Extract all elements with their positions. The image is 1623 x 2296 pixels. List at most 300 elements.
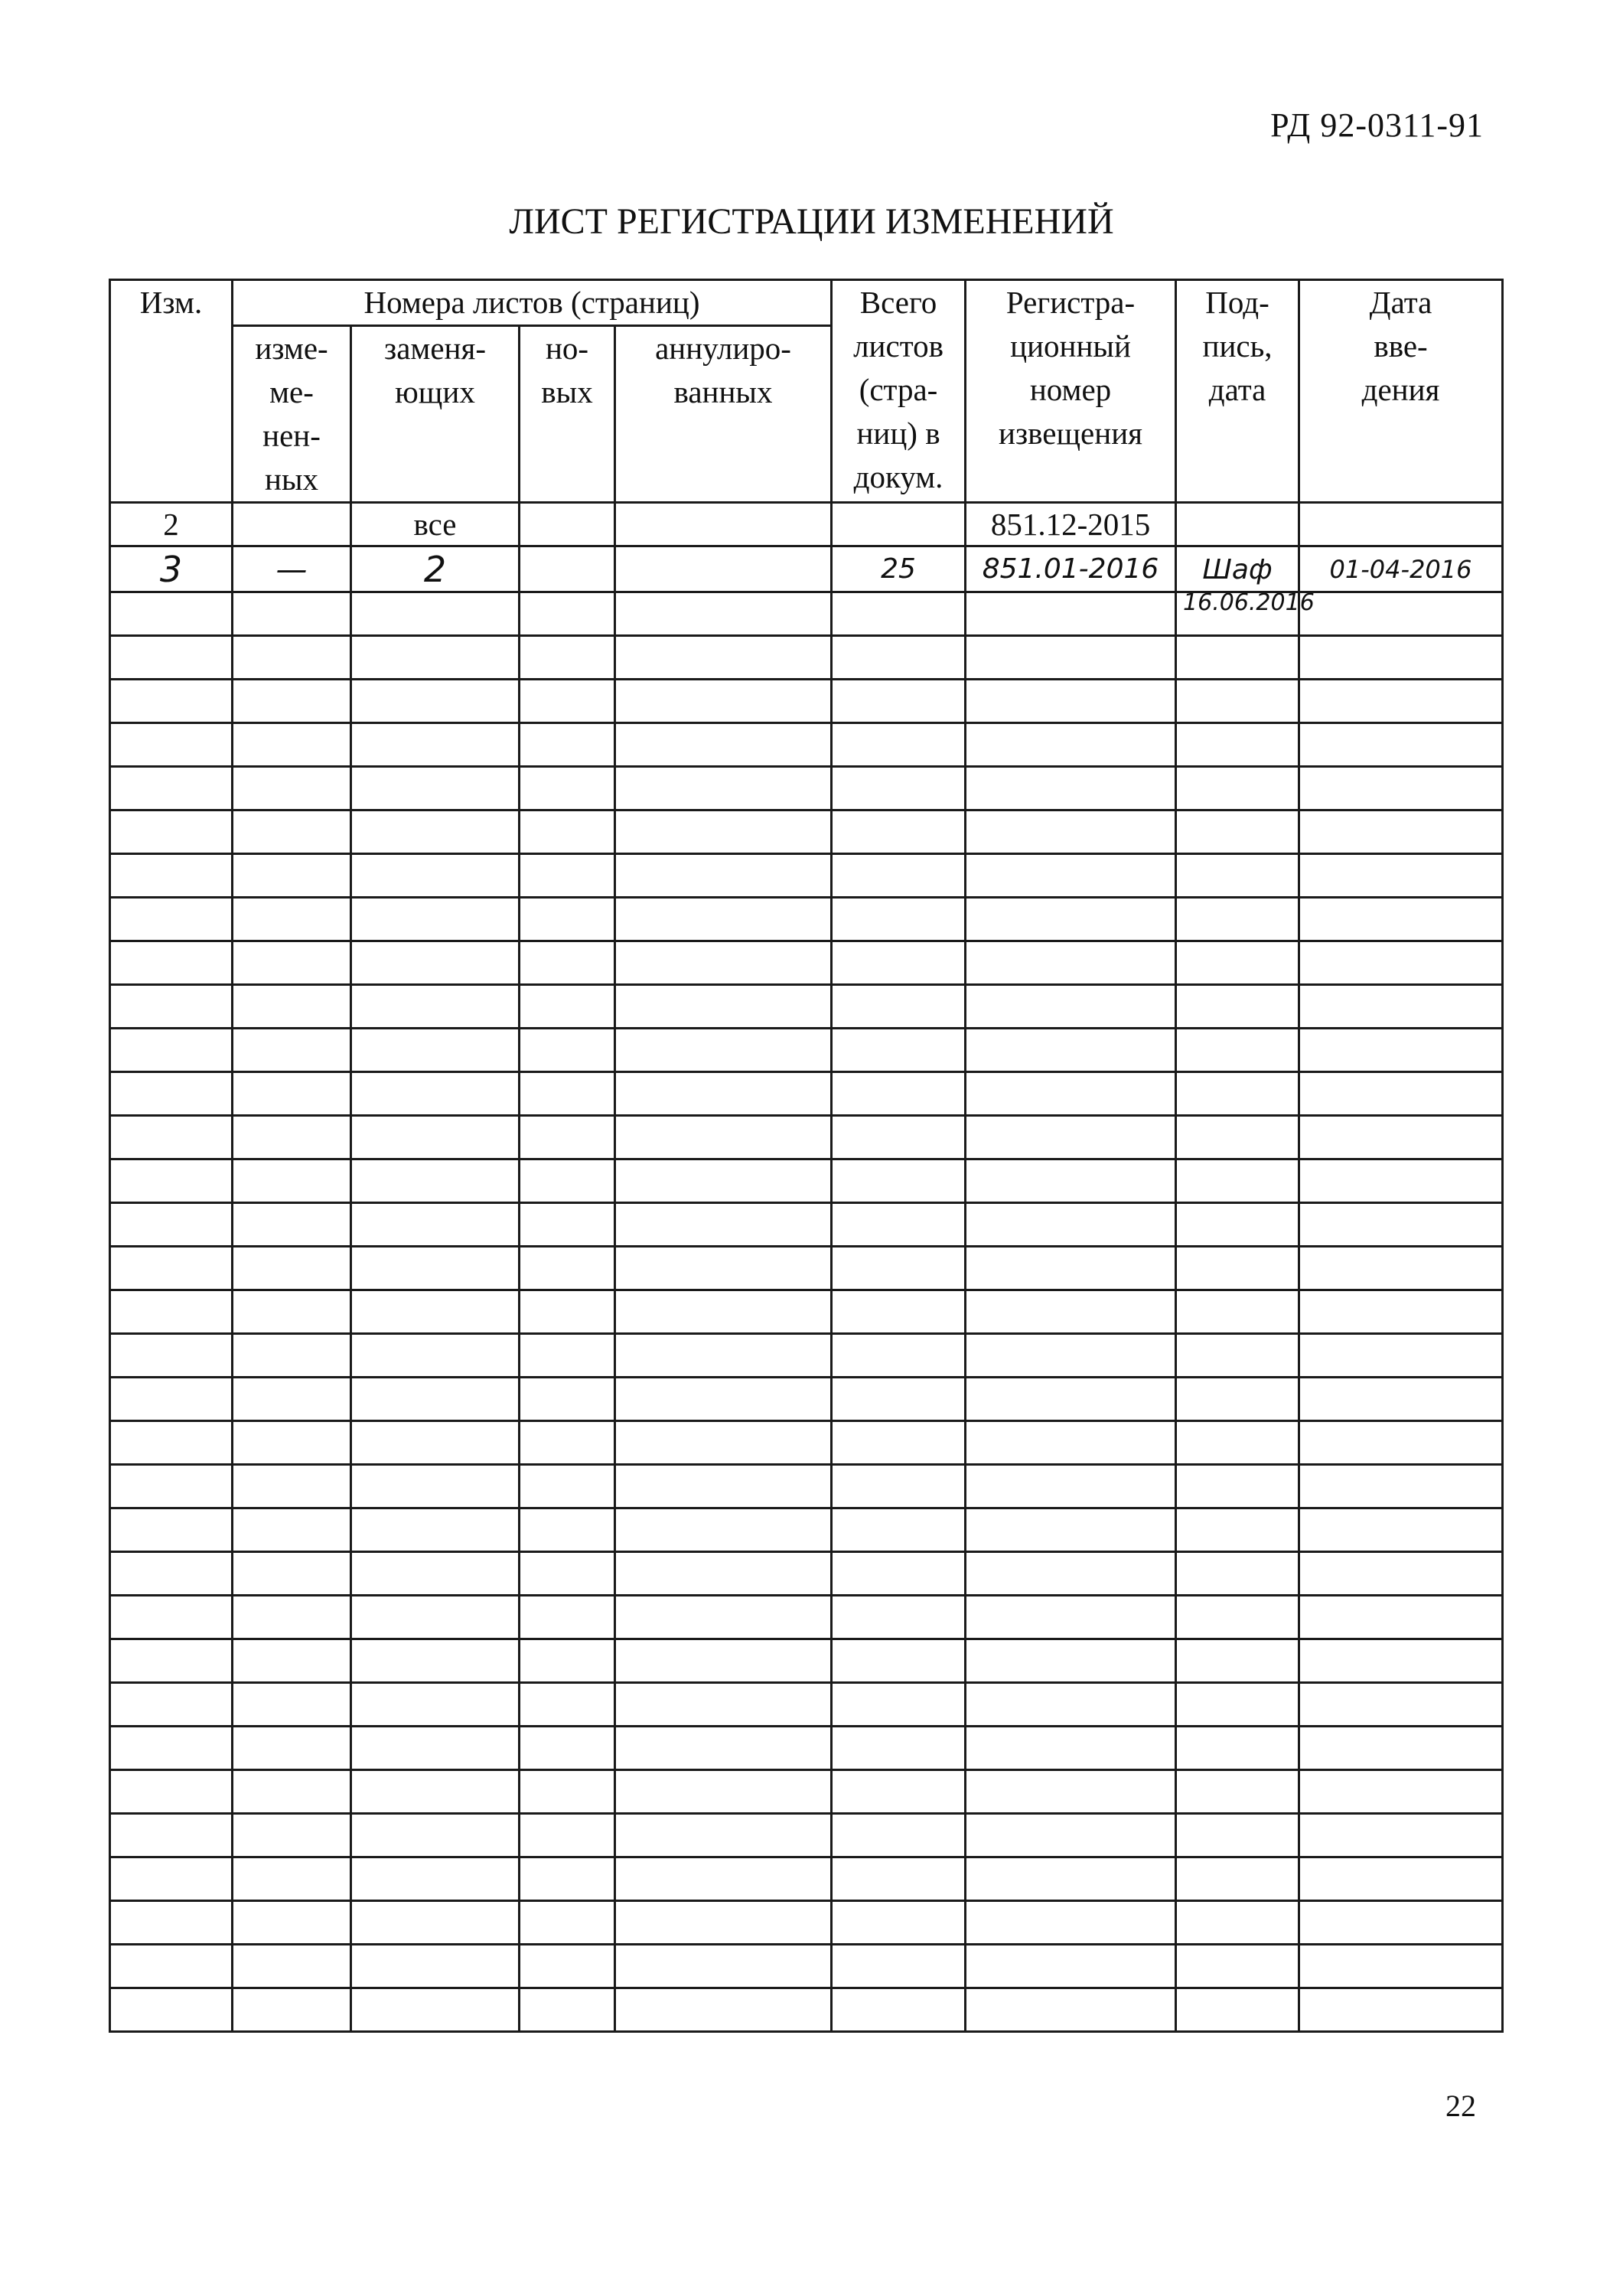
cell-replacing: [351, 1988, 520, 2032]
header-date: Дата вве- дения: [1299, 280, 1503, 503]
cell-changed: [233, 1770, 351, 1814]
cell-new: [520, 723, 615, 767]
cell-izm: [110, 1683, 233, 1727]
cell-signature: [1176, 941, 1299, 985]
cell-signature: [1176, 1421, 1299, 1465]
cell-total: [832, 1203, 966, 1247]
cell-total: [832, 1727, 966, 1770]
cell-new: [520, 941, 615, 985]
cell-izm: [110, 854, 233, 898]
cell-annulled: [615, 680, 832, 723]
cell-replacing: [351, 1159, 520, 1203]
cell-izm: [110, 1421, 233, 1465]
cell-date: [1299, 1639, 1503, 1683]
cell-date: [1299, 1814, 1503, 1857]
cell-total: [832, 680, 966, 723]
cell-total: [832, 1988, 966, 2032]
cell-new: [520, 1770, 615, 1814]
cell-total: [832, 985, 966, 1029]
cell-replacing: [351, 1247, 520, 1290]
table-row-empty: [110, 1814, 1503, 1857]
cell-changed: [233, 854, 351, 898]
cell-new: [520, 680, 615, 723]
cell-replacing: [351, 1116, 520, 1159]
table-row-empty: [110, 941, 1503, 985]
table-row-empty: [110, 1727, 1503, 1770]
cell-reg-number: [966, 1159, 1176, 1203]
cell-izm: [110, 1552, 233, 1596]
table-row-empty: [110, 1683, 1503, 1727]
document-code: РД 92-0311-91: [1270, 106, 1484, 144]
cell-izm: [110, 1203, 233, 1247]
cell-new: [520, 1247, 615, 1290]
cell-reg-number: [966, 1770, 1176, 1814]
cell-signature: [1176, 1072, 1299, 1116]
cell-replacing: [351, 636, 520, 680]
cell-changed: [233, 1508, 351, 1552]
cell-izm: 2: [110, 503, 233, 546]
cell-replacing: [351, 941, 520, 985]
cell-annulled: [615, 898, 832, 941]
table-row-empty: [110, 810, 1503, 854]
cell-changed: [233, 680, 351, 723]
cell-date: [1299, 1247, 1503, 1290]
cell-total: [832, 592, 966, 636]
cell-reg-number: [966, 1988, 1176, 2032]
cell-total: [832, 1029, 966, 1072]
cell-izm: [110, 1857, 233, 1901]
cell-replacing: [351, 680, 520, 723]
cell-izm: [110, 1814, 233, 1857]
cell-date: [1299, 810, 1503, 854]
cell-date: [1299, 723, 1503, 767]
header-signature: Под- пись, дата: [1176, 280, 1299, 503]
table-row-empty: [110, 1465, 1503, 1508]
cell-date: [1299, 1421, 1503, 1465]
cell-new: [520, 1901, 615, 1945]
cell-new: [520, 1988, 615, 2032]
cell-izm: 3: [110, 546, 233, 592]
cell-replacing: [351, 1465, 520, 1508]
cell-replacing: [351, 1334, 520, 1378]
cell-izm: [110, 592, 233, 636]
table-row-empty: [110, 1203, 1503, 1247]
cell-new: [520, 810, 615, 854]
cell-reg-number: [966, 1029, 1176, 1072]
cell-izm: [110, 767, 233, 810]
cell-changed: [233, 636, 351, 680]
table-row-empty: [110, 723, 1503, 767]
cell-date: [1299, 1901, 1503, 1945]
cell-total: [832, 854, 966, 898]
cell-reg-number: [966, 636, 1176, 680]
cell-changed: [233, 1945, 351, 1988]
cell-replacing: [351, 1596, 520, 1639]
cell-total: [832, 1508, 966, 1552]
table-row-empty: [110, 1857, 1503, 1901]
cell-annulled: [615, 767, 832, 810]
table-row-empty: [110, 636, 1503, 680]
cell-date: [1299, 1072, 1503, 1116]
header-annulled: аннулиро- ванных: [615, 326, 832, 503]
table-row-empty: [110, 1901, 1503, 1945]
cell-replacing: [351, 1901, 520, 1945]
cell-total: [832, 1290, 966, 1334]
cell-reg-number: [966, 1814, 1176, 1857]
cell-annulled: [615, 985, 832, 1029]
table-row-empty: [110, 1988, 1503, 2032]
cell-izm: [110, 898, 233, 941]
cell-date: [1299, 1508, 1503, 1552]
cell-izm: [110, 1334, 233, 1378]
cell-annulled: [615, 1596, 832, 1639]
cell-total: [832, 1072, 966, 1116]
cell-date: [1299, 1465, 1503, 1508]
cell-izm: [110, 1072, 233, 1116]
cell-signature: [1176, 1290, 1299, 1334]
cell-changed: [233, 1159, 351, 1203]
cell-total: [832, 1247, 966, 1290]
cell-annulled: [615, 1639, 832, 1683]
cell-izm: [110, 1247, 233, 1290]
cell-new: [520, 1029, 615, 1072]
cell-changed: [233, 592, 351, 636]
cell-replacing: [351, 1072, 520, 1116]
cell-date: [1299, 898, 1503, 941]
cell-reg-number: [966, 1901, 1176, 1945]
cell-annulled: [615, 1029, 832, 1072]
cell-annulled: [615, 1770, 832, 1814]
table-row-empty: [110, 1770, 1503, 1814]
cell-signature: [1176, 1159, 1299, 1203]
cell-signature: [1176, 1552, 1299, 1596]
cell-replacing: 2: [351, 546, 520, 592]
cell-reg-number: [966, 1334, 1176, 1378]
cell-changed: [233, 1203, 351, 1247]
cell-reg-number: [966, 941, 1176, 985]
cell-signature: [1176, 723, 1299, 767]
table-row-empty: [110, 1508, 1503, 1552]
cell-annulled: [615, 1727, 832, 1770]
cell-signature: [1176, 1247, 1299, 1290]
cell-annulled: [615, 1421, 832, 1465]
cell-new: [520, 1116, 615, 1159]
cell-signature: [1176, 1465, 1299, 1508]
cell-changed: [233, 1072, 351, 1116]
cell-new: [520, 592, 615, 636]
table-row-empty: [110, 680, 1503, 723]
cell-total: [832, 941, 966, 985]
cell-reg-number: [966, 854, 1176, 898]
cell-reg-number: [966, 1639, 1176, 1683]
header-reg-number: Регистра- ционный номер извещения: [966, 280, 1176, 503]
cell-replacing: [351, 854, 520, 898]
cell-total: [832, 1814, 966, 1857]
cell-new: [520, 1421, 615, 1465]
cell-date: [1299, 1334, 1503, 1378]
cell-date: [1299, 503, 1503, 546]
cell-replacing: [351, 1421, 520, 1465]
cell-new: [520, 1596, 615, 1639]
cell-izm: [110, 1596, 233, 1639]
cell-new: [520, 1683, 615, 1727]
cell-changed: [233, 767, 351, 810]
cell-date: [1299, 680, 1503, 723]
signature-date: 16.06.2016: [1183, 589, 1315, 616]
cell-date: [1299, 767, 1503, 810]
cell-annulled: [615, 1508, 832, 1552]
cell-new: [520, 1552, 615, 1596]
cell-reg-number: [966, 1465, 1176, 1508]
cell-total: 25: [832, 546, 966, 592]
cell-changed: [233, 985, 351, 1029]
cell-signature: [1176, 1988, 1299, 2032]
cell-new: [520, 1945, 615, 1988]
table-row-empty: [110, 1378, 1503, 1421]
cell-replacing: [351, 1683, 520, 1727]
cell-signature: [1176, 1029, 1299, 1072]
cell-reg-number: 851.12-2015: [966, 503, 1176, 546]
cell-izm: [110, 636, 233, 680]
cell-total: [832, 1116, 966, 1159]
cell-reg-number: [966, 1945, 1176, 1988]
cell-new: [520, 1334, 615, 1378]
cell-changed: [233, 1639, 351, 1683]
cell-new: [520, 1727, 615, 1770]
cell-new: [520, 1203, 615, 1247]
cell-annulled: [615, 636, 832, 680]
table-row: [110, 546, 1503, 592]
cell-signature: [1176, 1945, 1299, 1988]
cell-date: [1299, 985, 1503, 1029]
cell-reg-number: [966, 1552, 1176, 1596]
cell-izm: [110, 985, 233, 1029]
cell-annulled: [615, 1988, 832, 2032]
handwritten-signature: Шаф: [1202, 554, 1273, 585]
cell-izm: [110, 1290, 233, 1334]
cell-reg-number: [966, 1857, 1176, 1901]
cell-date: [1299, 592, 1503, 636]
cell-reg-number: [966, 1247, 1176, 1290]
table-row-empty: [110, 1029, 1503, 1072]
cell-changed: [233, 1901, 351, 1945]
cell-annulled: [615, 854, 832, 898]
cell-signature: [1176, 1116, 1299, 1159]
cell-izm: [110, 1159, 233, 1203]
cell-izm: [110, 723, 233, 767]
page-number: 22: [1445, 2089, 1476, 2123]
cell-date: [1299, 1290, 1503, 1334]
cell-date: [1299, 1552, 1503, 1596]
cell-changed: [233, 810, 351, 854]
cell-total: [832, 636, 966, 680]
cell-total: [832, 767, 966, 810]
cell-new: [520, 985, 615, 1029]
cell-total: [832, 1378, 966, 1421]
table-row-empty: [110, 1290, 1503, 1334]
header-new: но- вых: [520, 326, 615, 503]
cell-annulled: [615, 941, 832, 985]
cell-signature: [1176, 503, 1299, 546]
cell-date: [1299, 1596, 1503, 1639]
header-replacing: заменя- ющих: [351, 326, 520, 503]
cell-annulled: [615, 1552, 832, 1596]
table-row-empty: [110, 854, 1503, 898]
cell-signature: [1176, 546, 1315, 616]
header-sheet-numbers: Номера листов (страниц): [233, 280, 832, 326]
cell-signature: [1176, 1683, 1299, 1727]
cell-changed: [233, 1334, 351, 1378]
cell-date: [1299, 1116, 1503, 1159]
cell-total: [832, 810, 966, 854]
cell-replacing: [351, 767, 520, 810]
cell-signature: [1176, 636, 1299, 680]
cell-replacing: [351, 1857, 520, 1901]
table-row-empty: [110, 767, 1503, 810]
cell-changed: [233, 723, 351, 767]
cell-changed: [233, 941, 351, 985]
cell-total: [832, 1421, 966, 1465]
cell-reg-number: [966, 1378, 1176, 1421]
cell-changed: [233, 1814, 351, 1857]
table-row-empty: [110, 1334, 1503, 1378]
cell-replacing: [351, 592, 520, 636]
cell-changed: [233, 1552, 351, 1596]
cell-new: [520, 1639, 615, 1683]
cell-replacing: [351, 1814, 520, 1857]
cell-replacing: [351, 1378, 520, 1421]
cell-new: [520, 1508, 615, 1552]
cell-signature: [1176, 1508, 1299, 1552]
table-row-empty: [110, 898, 1503, 941]
table-row-empty: [110, 1247, 1503, 1290]
cell-reg-number: [966, 1116, 1176, 1159]
cell-date: [1299, 636, 1503, 680]
cell-changed: [233, 1596, 351, 1639]
cell-changed: [233, 1029, 351, 1072]
cell-reg-number: [966, 1727, 1176, 1770]
cell-new: [520, 1159, 615, 1203]
cell-new: [520, 1290, 615, 1334]
cell-date: 01-04-2016: [1299, 546, 1503, 592]
cell-total: [832, 1552, 966, 1596]
cell-signature: [1176, 1639, 1299, 1683]
cell-izm: [110, 1639, 233, 1683]
cell-izm: [110, 1770, 233, 1814]
cell-annulled: [615, 1203, 832, 1247]
cell-changed: [233, 898, 351, 941]
cell-annulled: [615, 1465, 832, 1508]
cell-date: [1299, 1988, 1503, 2032]
cell-izm: [110, 1988, 233, 2032]
cell-izm: [110, 1116, 233, 1159]
cell-total: [832, 723, 966, 767]
cell-total: [832, 1639, 966, 1683]
cell-reg-number: [966, 898, 1176, 941]
cell-annulled: [615, 1072, 832, 1116]
page-title: ЛИСТ РЕГИСТРАЦИИ ИЗМЕНЕНИЙ: [509, 201, 1114, 242]
cell-annulled: [615, 1247, 832, 1290]
cell-changed: [233, 1465, 351, 1508]
table-row-empty: [110, 1596, 1503, 1639]
cell-replacing: [351, 1203, 520, 1247]
table-row-empty: [110, 1639, 1503, 1683]
cell-izm: [110, 1901, 233, 1945]
cell-annulled: [615, 503, 832, 546]
cell-annulled: [615, 1334, 832, 1378]
cell-date: [1299, 854, 1503, 898]
cell-new: [520, 854, 615, 898]
cell-reg-number: [966, 1072, 1176, 1116]
cell-total: [832, 503, 966, 546]
table-row-empty: [110, 1945, 1503, 1988]
cell-new: [520, 636, 615, 680]
cell-signature: [1176, 898, 1299, 941]
cell-changed: [233, 1988, 351, 2032]
cell-replacing: [351, 1727, 520, 1770]
cell-new: [520, 1072, 615, 1116]
cell-izm: [110, 1945, 233, 1988]
cell-izm: [110, 1029, 233, 1072]
table-row-empty: [110, 985, 1503, 1029]
cell-total: [832, 1770, 966, 1814]
cell-annulled: [615, 810, 832, 854]
table-row: [110, 503, 1503, 546]
cell-date: [1299, 1770, 1503, 1814]
cell-reg-number: [966, 810, 1176, 854]
cell-total: [832, 1901, 966, 1945]
cell-izm: [110, 680, 233, 723]
cell-date: [1299, 1029, 1503, 1072]
cell-new: [520, 1857, 615, 1901]
cell-signature: [1176, 1596, 1299, 1639]
cell-signature: [1176, 767, 1299, 810]
cell-date: [1299, 1945, 1503, 1988]
cell-annulled: [615, 1814, 832, 1857]
cell-changed: [233, 1247, 351, 1290]
cell-annulled: [615, 1683, 832, 1727]
cell-changed: [233, 1857, 351, 1901]
cell-annulled: [615, 1945, 832, 1988]
cell-replacing: [351, 810, 520, 854]
cell-new: [520, 503, 615, 546]
cell-signature: [1176, 1770, 1299, 1814]
cell-reg-number: [966, 1290, 1176, 1334]
cell-replacing: [351, 1508, 520, 1552]
cell-replacing: [351, 1552, 520, 1596]
cell-signature: [1176, 1203, 1299, 1247]
table-row-empty: [110, 1116, 1503, 1159]
cell-reg-number: [966, 1596, 1176, 1639]
cell-total: [832, 1683, 966, 1727]
cell-changed: [233, 1378, 351, 1421]
cell-reg-number: [966, 1508, 1176, 1552]
cell-total: [832, 1159, 966, 1203]
cell-signature: [1176, 854, 1299, 898]
cell-changed: —: [233, 546, 351, 592]
cell-total: [832, 1465, 966, 1508]
cell-reg-number: [966, 1683, 1176, 1727]
cell-signature: [1176, 680, 1299, 723]
cell-replacing: [351, 1770, 520, 1814]
cell-reg-number: [966, 592, 1176, 636]
cell-signature: [1176, 1378, 1299, 1421]
cell-replacing: [351, 1945, 520, 1988]
cell-replacing: все: [351, 503, 520, 546]
cell-izm: [110, 1378, 233, 1421]
cell-new: [520, 1814, 615, 1857]
cell-reg-number: [966, 680, 1176, 723]
